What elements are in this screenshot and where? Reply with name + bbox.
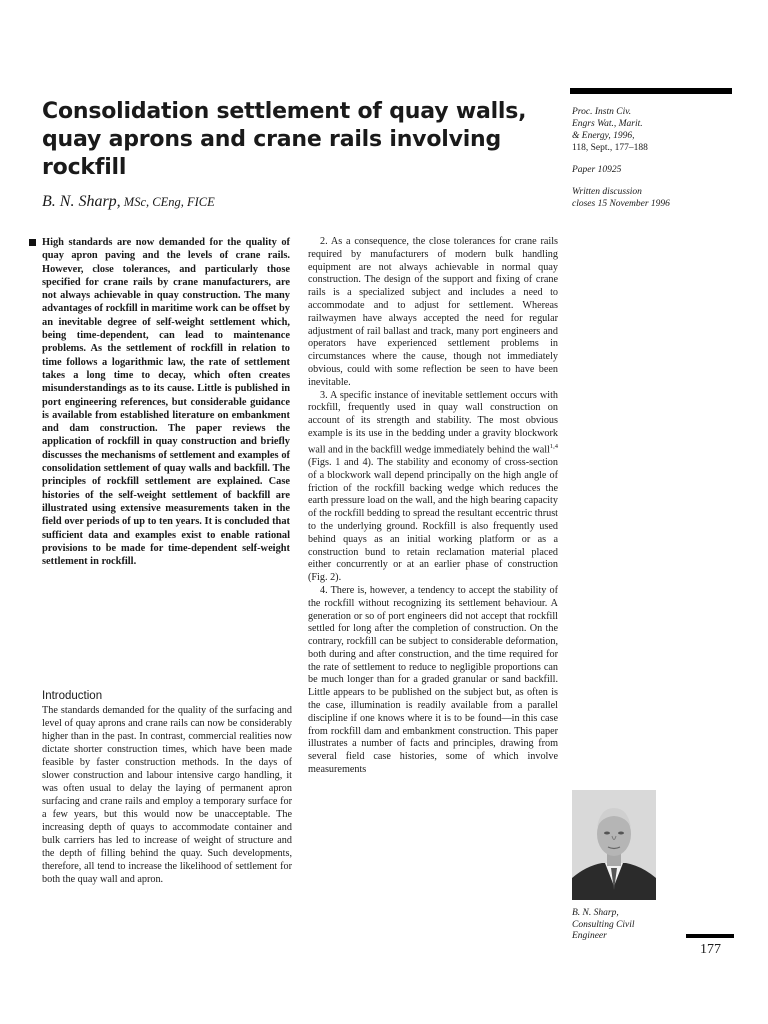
bottom-rule [686,934,734,938]
discussion-line-1: Written discussion [572,187,642,197]
publication-info [572,106,732,220]
journal-line-1: Proc. Instn Civ. [572,107,632,117]
journal-line-2: Engrs Wat., Marit. [572,119,643,129]
paragraph-3-text-b: (Figs. 1 and 4). The stability and economy of cross-section of a blockwork wall depend principally on the high angle of friction of the rockfill backing wedge which reduces the earth pressure load on the wall, and the high bearing capacity of the rockfill bedding to spread the resultant eccentric thrust to the underlying ground. Rockfill is also frequently used behind quays as an initial working platform or as a construction bund to retain reclamation material placed either concurrently or at an earlier phase of construction (Fig. 2). [308,456,558,584]
journal-line-4: 118, Sept., 177–188 [572,143,648,153]
author-degrees: MSc, CEng, FICE [120,195,215,209]
top-rule [570,88,732,94]
body-column-2 [308,236,558,777]
paragraph-3 [308,390,558,585]
introduction-paragraph: The standards demanded for the quality of the surfacing and level of quay aprons and crane rails can now be considerably higher than in the past. In contrast, commercial realities now dictate shorter construction times, which have been made feasible by faster construction methods. In the days of slower construction and labour intensive cargo handling, it was often usual to delay the laying of permanent apron surfacing and crane rails and employ a temporary surface for a few years, but this would now be unacceptable. The increasing depth of quays to accommodate container and bulk carriers has led to increase of weight of structure and the depth of filling behind the quay. Such developments, therefore, all tend to increase the likelihood of settlement for both the quay wall and apron. [42,705,292,885]
journal-line-3: & Energy, 1996, [572,131,635,141]
reference-superscript: 1,4 [549,442,559,450]
author-line [42,193,215,211]
page-number: 177 [700,942,721,957]
abstract-bullet-icon [29,239,36,246]
caption-line-3: Engineer [572,931,607,941]
paragraph-4: 4. There is, however, a tendency to accept the stability of the rockfill without recognizing its settlement behaviour. A generation or so of port engineers did not accept that rockfill settled for long after the completion of construction. On the contrary, rockfill can be subject to considerable deformation, both during and after construction, and the time required for the rate of settlement to reduce to negligible proportions can be much longer than for a graded granular or sand backfill. Little appears to be published on the subject but, as often is the case, illumination is readily available from a parallel discipline if one knows where it is to be found—in this case from rockfill dam and embankment construction. This paper illustrates a number of facts and principles, drawing from several field case histories, some of which involve measurements [308,584,558,776]
author-name: B. N. Sharp, [42,193,121,210]
author-portrait [572,790,656,900]
caption-line-1: B. N. Sharp, [572,908,619,918]
introduction-heading: Introduction [42,690,103,702]
caption-line-2: Consulting Civil [572,919,635,930]
paragraph-3-text-a: 3. A specific instance of inevitable settlement occurs with rockfill, frequently used in quay wall construction on account of its strength and stability. The most obvious example is its use in the bedding under a gravity blockwork wall and in the backfill wedge immediately behind the wall [308,389,558,456]
paper-title: Consolidation settlement of quay walls, quay aprons and crane rails involving rockfill [42,99,527,180]
portrait-caption [572,908,692,943]
paper-number: Paper 10925 [572,165,622,175]
discussion-line-2: closes 15 November 1996 [572,199,670,209]
author-portrait-image [572,790,656,900]
paragraph-2: 2. As a consequence, the close tolerances for crane rails required by manufacturers of modern bulk handling equipment are not always achievable in normal quay construction. The design of the support and fixing of crane rails is a specialized subject and includes a need to accommodate and to adjust for settlement. Whereas railwaymen have always accepted the need for regular adjustment of rail ballast and track, many port engineers and operators have experienced settlement problems in circumstances where the cause, though not immediately obvious, could with some reflection be seen to have been inevitable. [308,236,558,388]
abstract: High standards are now demanded for the quality of quay apron paving and the levels of crane rails. However, close tolerances, and particularly those specified for crane rails by crane manufacturers, are not always achievable in quay construction. The many advantages of rockfill in maritime work can be offset by an inevitable degree of self-weight settlement which, being time-dependent, can lead to maintenance problems. As the settlement of rockfill in relation to time follows a logarithmic law, the rate of settlement takes a long time to decay, which often creates misunderstandings as to its cause. Little is published in port engineering references, but considerable guidance is available from established literature on embankment and dam construction. The paper reviews the application of rockfill in quay construction and briefly discusses the mechanisms of settlement and examples of consolidation settlement of quay walls and backfill. The principles of rockfill settlement are explained. Case histories of the self-weight settlement of backfill are illustrated using extensive measurements taken in the field over periods of up to ten years. It is concluded that sufficient data and examples exist to enable rational provisions to be made for time-dependent self-weight settlement in rockfill. [42,237,290,568]
